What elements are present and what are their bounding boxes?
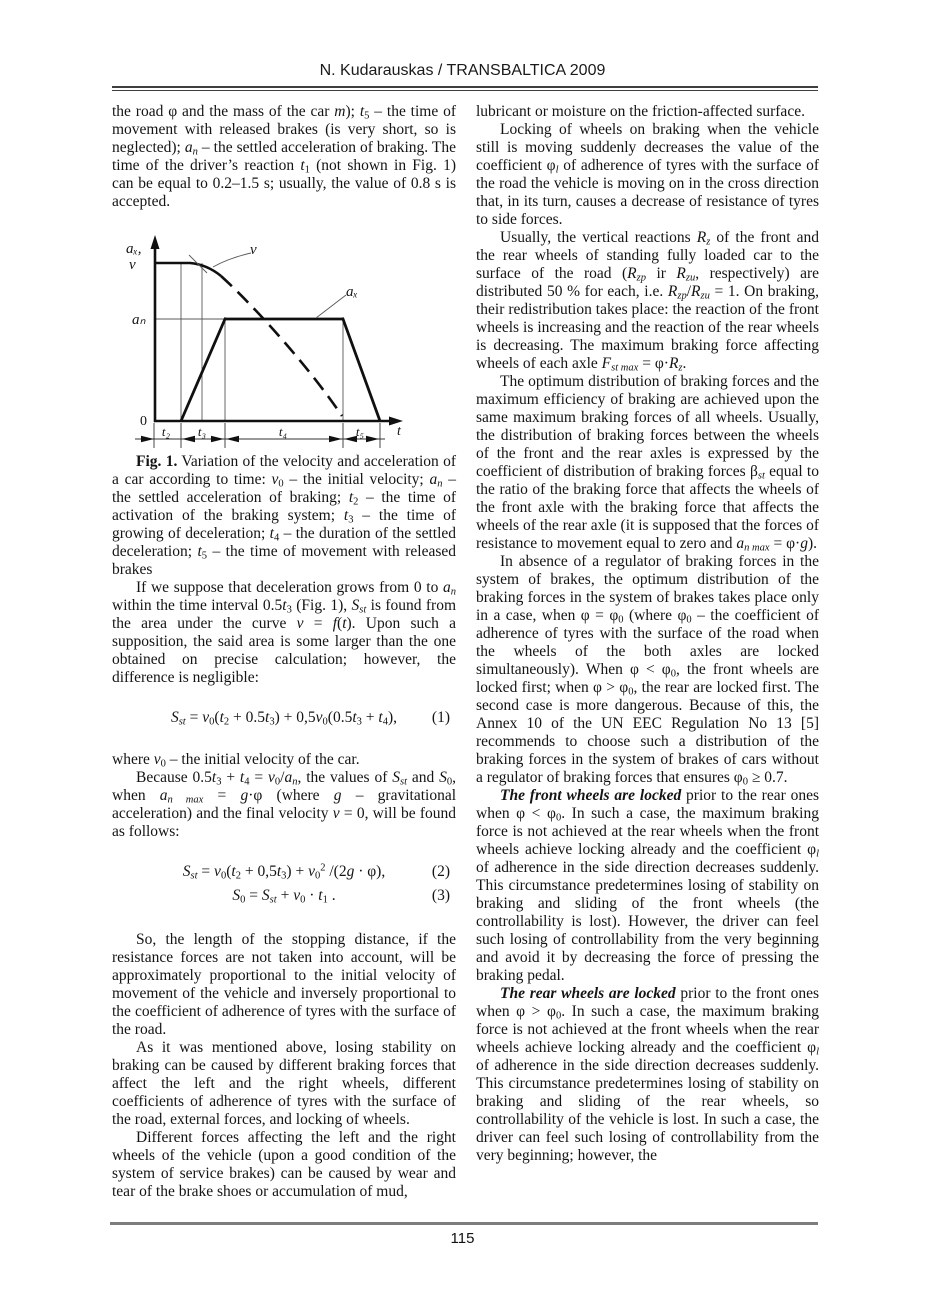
equation-2-number: (2): [431, 863, 450, 880]
equation-3-body: $S_0 = S_{st} + v_0 \cdot t_1$ .: [232, 887, 336, 906]
v-level-label: v: [129, 257, 136, 273]
axes: [154, 245, 393, 422]
paragraph-rear-wheels: The rear wheels are locked prior to the front ones when $\varphi > \varphi_0$. In such a case, the maximum braking force is not achieved at the front wheels when the rear wheels achieve locking already and the coefficient $\varphi_l$ of adherence in the side direction decreases suddenly. This circumstance predetermines losing of stability on braking and sliding of the rear wheels, so controllability of the vehicle is lost. In such a case, the driver can feel such losing of controllability from the very beginning; however, the: [476, 985, 819, 1164]
paragraph-optimum: The optimum distribution of braking forces and the maximum efficiency of braking are achieved upon the same maximum braking forces of all wheels. Usually, the distribution of braking forces between the wheels of the front and the rear axles is expressed by the coefficient of distribution of braking forces $\beta_{st}$ equal to the ratio of the braking force that affects the wheels of the front axle with the braking force that affects the wheels of the rear axle (it is supposed that the forces of resistance to movement equal to zero and $a_{n max} = \varphi\cdot g$).: [476, 373, 819, 554]
leader-lines: [189, 253, 346, 318]
equation-1-number: (1): [431, 709, 450, 726]
paragraph-locking: Locking of wheels on braking when the vehicle still is moving suddenly decreases the value of the coefficient $\varphi_l$ of adherence of tyres with the surface of the road the vehicle is moving on in the cross direction that, in its turn, causes a decrease of resistance of tyres to side forces.: [476, 121, 819, 228]
right-column: [476, 103, 819, 1165]
a-n-label: aₙ: [132, 312, 146, 328]
paragraph-because: Because $0.5t_3 + t_4 = v_0/a_n$, the values of $S_{st}$ and $S_0$, when $a_{n max} = g\cdot\varphi$ (where g – gravitational acceleration) and the final velocity v = 0, will be found as follows:: [112, 769, 457, 840]
footer-rule: [110, 1222, 818, 1225]
x-axis-arrow: [389, 417, 403, 426]
y-axis-label: aₓ,: [126, 241, 142, 257]
velocity-curve: [155, 263, 342, 416]
paragraph-suppose: If we suppose that deceleration grows from 0 to $a_n$ within the time interval $0.5t_3$ (Fig. 1), $S_{st}$ is found from the area under the curve v = f(t). Upon such a supposition, the said area is some larger than the one obtained on precise calculation; however, the difference is negligible:: [112, 579, 457, 686]
paragraph-mentioned: As it was mentioned above, losing stability on braking can be caused by different braking forces that affect the left and the right wheels, different coefficients of adherence of tyres with the surface of the road, external forces, and locking of wheels.: [112, 1039, 456, 1128]
figure-1: [112, 231, 456, 579]
y-axis-arrow: [151, 235, 160, 249]
dimension-lines: [135, 423, 385, 448]
equation-3-number: (3): [431, 887, 450, 904]
left-column: [112, 103, 456, 1201]
header-rule: [112, 86, 818, 91]
paragraph-lubricant: lubricant or moisture on the friction-affected surface.: [476, 103, 805, 120]
paragraph-front-wheels: The front wheels are locked prior to the rear ones when $\varphi < \varphi_0$. In such a case, the maximum braking force is not achieved at the rear wheels when the front wheels achieve locking already and the coefficient $\varphi_l$ of adherence in the side direction decreases suddenly. This circumstance predetermines losing of stability on braking and sliding of the front wheels (the controllability is lost). However, the driver can feel such losing of controllability from the very beginning and avoid it by decreasing the force of pressing the braking pedal.: [476, 787, 820, 984]
t-axis-label: t: [397, 424, 401, 439]
construction-lines: [155, 263, 343, 421]
figure-1-plot: [120, 231, 412, 453]
equation-1: [112, 708, 456, 727]
t5-label: t₅: [355, 424, 365, 439]
equation-2-body: $S_{st} = v_0(t_2 + 0,5t_3) + v_0^2$ /(2g · φ),: [182, 862, 386, 882]
t2-label: t₂: [161, 424, 171, 439]
paragraph-intro: the road φ and the mass of the car m); $t_5$ – the time of movement with released brakes (is very short, so is neglected); $a_n$ – the settled acceleration of braking. The time of the driver’s reaction $t_1$ (not shown in Fig. 1) can be equal to 0.2–1.5 s; usually, the value of 0.8 s is accepted.: [112, 103, 457, 210]
paragraph-different: Different forces affecting the left and the right wheels of the vehicle (upon a good condition of the system of service brakes) can be caused by wear and tear of the brake shoes or accumulation of mud,: [112, 1129, 456, 1200]
acceleration-curve: [181, 319, 380, 421]
page-number: 115: [450, 1230, 475, 1247]
paragraph-absence: In absence of a regulator of braking forces in the system of brakes, the optimum distribution of the braking forces in the system of brakes takes place only in a case, when $\varphi = \varphi_0$ (where $\varphi_0$ – the coefficient of adherence of tyres with the surface of the road when the wheels of the both axles are locked simultaneously). When $\varphi < \varphi_0$, the front wheels are locked first; when $\varphi > \varphi_0$, the rear are locked first. The second case is more dangerous. Because of this, the Annex 10 of the UN EEC Regulation No 13 [5] recommends to choose such a distribution of the braking forces in the system of brakes of cars without a regulator of braking forces that ensures $\varphi_0 \ge 0.7$.: [476, 553, 820, 788]
origin-label: 0: [140, 414, 147, 429]
curve-v-label: v: [250, 242, 257, 258]
equation-2: [112, 862, 456, 881]
t3-label: t₃: [197, 424, 207, 439]
paragraph-usually: Usually, the vertical reactions $R_z$ of the front and the rear wheels of standing fully loaded car to the surface of the road ($R_{zp}$ ir $R_{zu}$, respectively) are distributed 50 % for each, i.e. $R_{zp}/R_{zu} = 1$. On braking, their redistribution takes place: the reaction of the front wheels is increasing and the reaction of the rear wheels is decreasing. The maximum braking force affecting wheels of each axle $F_{st max} = \varphi\cdot R_z$.: [476, 229, 820, 374]
curve-ax-label: aₓ: [346, 284, 358, 300]
running-head: N. Kudarauskas / TRANSBALTICA 2009: [319, 62, 606, 79]
figure-caption: Fig. 1. Variation of the velocity and acceleration of a car according to time: $v_0$ – the initial velocity; $a_n$ – the settled acceleration of braking; $t_2$ – the time of activation of the braking system; $t_3$ – the time of growing of deceleration; $t_4$ – the duration of the settled deceleration; $t_5$ – the time of movement with released brakes: [112, 453, 457, 578]
paragraph-so: So, the length of the stopping distance, if the resistance forces are not taken into account, will be approximately proportional to the initial velocity of movement of the vehicle and inversely proportional to the coefficient of adherence of tyres with the surface of the road.: [112, 931, 456, 1038]
t4-label: t₄: [278, 424, 288, 439]
equation-3: [112, 886, 456, 905]
paragraph-where: where $v_0$ – the initial velocity of the car.: [112, 751, 360, 770]
equation-1-body: $S_{st} = v_0(t_2 + 0.5t_3) + 0,5v_0(0.5t_3 + t_4)$,: [170, 709, 398, 728]
